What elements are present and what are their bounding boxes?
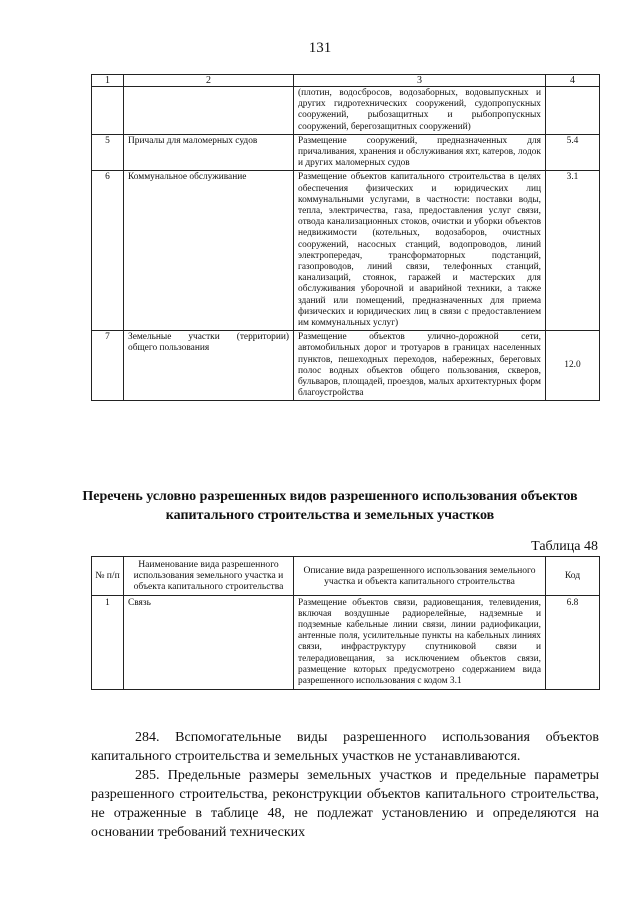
use-name: Причалы для маломерных судов [124,134,294,171]
page-number: 131 [308,40,332,56]
header-num: № п/п [92,557,124,596]
use-code: 12.0 [546,331,600,401]
use-name: Коммунальное обслуживание [124,171,294,331]
column-number: 4 [546,75,600,87]
paragraph-285: 285. Предельные размеры земельных участков и предельные параметры разрешенного строительства, реконструкции объектов капитального строительства, не отраженные в таблице 48, не подлежат установлению и определяются на основании требований технических [91,768,599,840]
use-description: (плотин, водосбросов, водозаборных, водовыпускных и других гидротехнических сооружений, судопропускных сооружений, рыбозащитных и рыбопропускных сооружений, берегозащитных сооружений) [294,87,546,135]
use-code [546,87,600,135]
use-name [124,87,294,135]
table-header [92,557,600,596]
use-name: Земельные участки (территории) общего пользования [124,331,294,401]
row-number: 5 [92,134,124,171]
use-code: 5.4 [546,134,600,171]
row-number: 1 [92,595,124,690]
header-name: Наименование вида разрешенного использования земельного участка и объекта капитального строительства [124,557,294,596]
table-row [92,171,600,331]
header-code: Код [546,557,600,596]
column-number: 3 [294,75,546,87]
conditional-use-table [91,556,600,690]
table-row [92,134,600,171]
section-heading: Перечень условно разрешенных видов разрешенного использования объектов капитального строительства и земельных участков [82,489,578,523]
use-description: Размещение объектов улично-дорожной сети, автомобильных дорог и тротуаров в границах населенных пунктов, пешеходных переходов, набережных, береговых полос водных объектов общего пользования, скверов, бульваров, площадей, проездов, малых архитектурных форм благоустройства [294,331,546,401]
row-number [92,87,124,135]
use-code: 6.8 [546,595,600,690]
land-use-table-continued [91,74,600,401]
use-description: Размещение объектов капитального строительства в целях обеспечения физических и юридических лиц коммунальными услугами, в частности: поставки воды, тепла, электричества, газа, предоставления услуг связи, отвода канализационных стоков, очистки и уборки объектов недвижимости (котельных, водозаборов, очистных сооружений, насосных станций, водопроводов, линий электропередач, трансформаторных подстанций, газопроводов, линий связи, телефонных станций, канализаций, стоянок, гаражей и мастерских для обслуживания уборочной и аварийной техники, а также зданий или помещений, предназначенных для приема физических и юридических лиц в связи с предоставлением им коммунальных услуг) [294,171,546,331]
table-row [92,595,600,690]
row-number: 6 [92,171,124,331]
column-number: 2 [124,75,294,87]
header-desc: Описание вида разрешенного использования земельного участка и объекта капитального строительства [294,557,546,596]
use-description: Размещение объектов связи, радиовещания, телевидения, включая воздушные радиорелейные, надземные и подземные кабельные линии связи, линии радиофикации, антенные поля, усилительные пункты на кабельных линиях связи, инфраструктуру спутниковой связи и телерадиовещания, за исключением объектов связи, размещение которых предусмотрено содержанием вида разрешенного использования с кодом 3.1 [294,595,546,690]
table-caption: Таблица 48 [531,539,598,554]
column-number: 1 [92,75,124,87]
table-row [92,331,600,401]
use-code: 3.1 [546,171,600,331]
table-column-numbers [92,75,600,87]
use-description: Размещение сооружений, предназначенных для причаливания, хранения и обслуживания яхт, катеров, лодок и других маломерных судов [294,134,546,171]
use-name: Связь [124,595,294,690]
row-number: 7 [92,331,124,401]
paragraph-284: 284. Вспомогательные виды разрешенного использования объектов капитального строительства и земельных участков не устанавливаются. [91,730,599,764]
table-row [92,87,600,135]
body-text [91,728,599,842]
